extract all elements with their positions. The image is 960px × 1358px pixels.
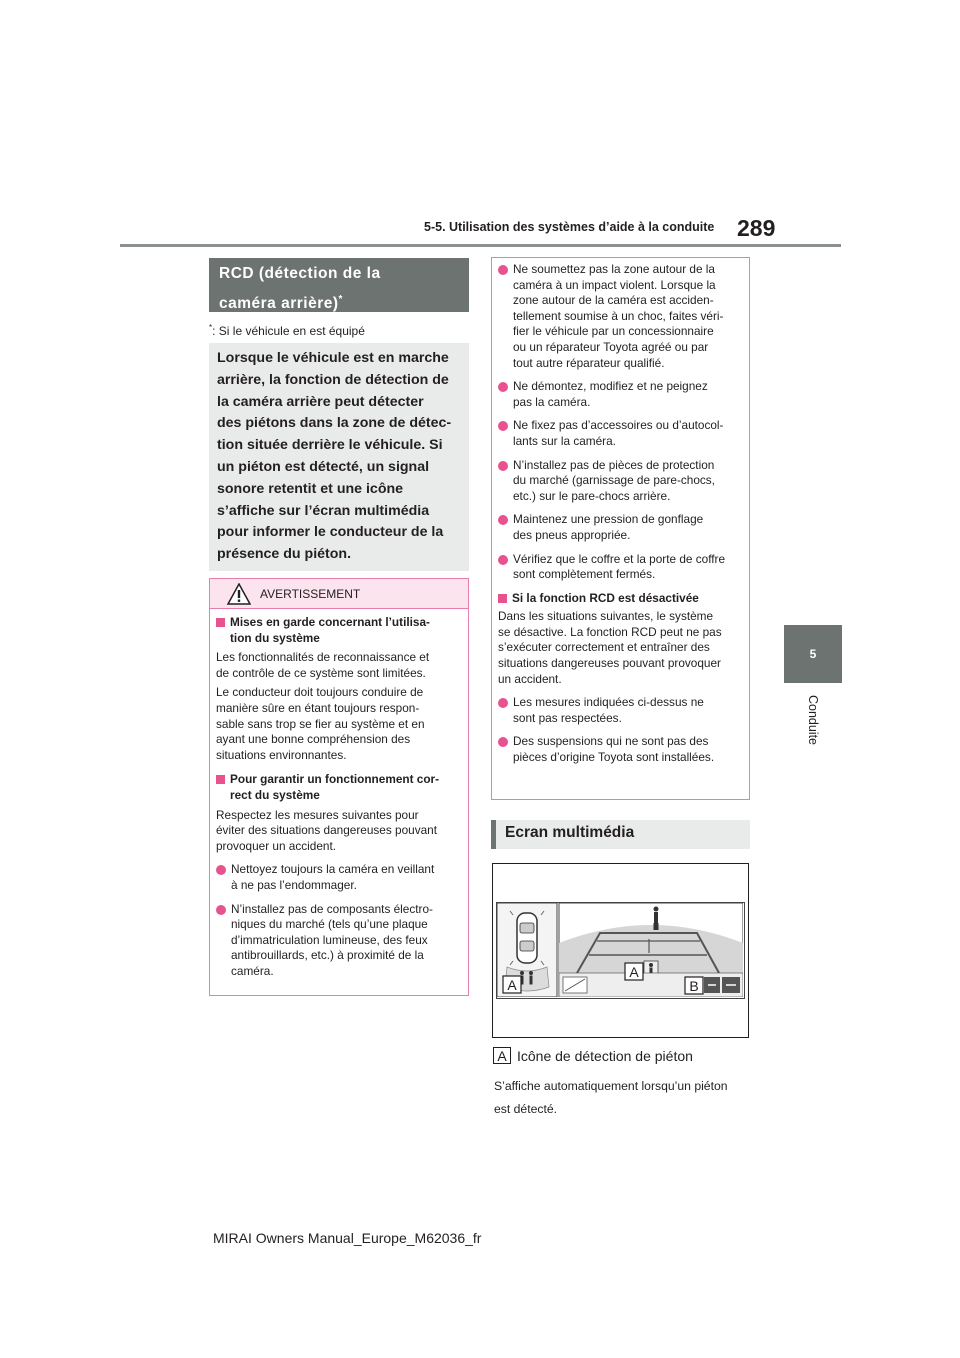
warning-bullet: Maintenez une pression de gonflage des pneus appropriée. bbox=[498, 512, 743, 543]
footer-text: MIRAI Owners Manual_Europe_M62036_fr bbox=[213, 1230, 482, 1246]
page-number: 289 bbox=[737, 215, 776, 241]
square-bullet-icon bbox=[498, 594, 507, 603]
warning-bullet: Des suspensions qui ne sont pas des pièces d’origine Toyota sont installées. bbox=[498, 734, 743, 765]
rcd-title-line2: caméra arrière) bbox=[219, 295, 339, 313]
warning-heading-3: Si la fonction RCD est désactivée bbox=[498, 591, 743, 607]
warning-box-continued bbox=[491, 257, 750, 800]
round-bullet-icon bbox=[498, 698, 508, 708]
pedestrian-icon bbox=[654, 907, 659, 931]
camera-view-drawing bbox=[497, 903, 743, 997]
chapter-label bbox=[768, 680, 858, 760]
warning-triangle-icon bbox=[227, 583, 251, 605]
footnote-mark: * bbox=[209, 323, 213, 332]
section-title: 5-5. Utilisation des systèmes d’aide à la conduite bbox=[424, 220, 715, 234]
callout-a-center: A bbox=[629, 964, 639, 980]
footnote bbox=[209, 323, 365, 338]
warning-bullet: Les mesures indiquées ci-dessus ne sont pas respectées. bbox=[498, 695, 743, 726]
multimedia-screen-illustration bbox=[496, 902, 745, 999]
warning-para-3: Respectez les mesures suivantes pour éviter des situations dangereuses pouvant provoquer un accident. bbox=[216, 807, 438, 853]
round-bullet-icon bbox=[216, 865, 226, 875]
chapter-number: 5 bbox=[809, 647, 817, 661]
warning-body bbox=[210, 609, 468, 984]
warning-label: AVERTISSEMENT bbox=[260, 587, 361, 601]
warning-bullet: N’installez pas de pièces de protection du marché (garnissage de pare-chocs, etc.) sur le pare-chocs arrière. bbox=[498, 458, 743, 505]
warning-heading-1: Mises en garde concernant l’utilisa- tion du système bbox=[216, 615, 462, 646]
view-toggle-icon bbox=[563, 977, 587, 993]
callout-a-left: A bbox=[507, 977, 517, 993]
ecran-section-title: Ecran multimédia bbox=[491, 820, 750, 849]
intro-box bbox=[209, 343, 469, 571]
sensor-icon bbox=[704, 977, 740, 993]
chapter-label-text: Conduite bbox=[806, 694, 820, 746]
warning-bullet: Nettoyez toujours la caméra en veillant à ne pas l’endommager. bbox=[216, 862, 462, 893]
square-bullet-icon bbox=[216, 618, 225, 627]
warning-bullet: Vérifiez que le coffre et la porte de coffre sont complètement fermés. bbox=[498, 552, 743, 583]
caption-letter-box bbox=[493, 1047, 511, 1064]
rcd-title-line1: RCD (détection de la bbox=[219, 265, 381, 282]
round-bullet-icon bbox=[216, 905, 226, 915]
caption-letter: A bbox=[497, 1047, 507, 1064]
footnote-text: : Si le véhicule en est équipé bbox=[212, 324, 365, 338]
warning-header bbox=[210, 579, 468, 609]
warning-bullet: N’installez pas de composants électro- niques du marché (tels qu’une plaque d’immatriculation lumineuse, des feux antibrouillards, etc.) à proximité de la caméra. bbox=[216, 902, 462, 980]
warning-bullet: Ne démontez, modifiez et ne peignez pas la caméra. bbox=[498, 379, 743, 410]
rcd-title-mark: * bbox=[338, 294, 343, 305]
warning-bullet: Ne soumettez pas la zone autour de la caméra à un impact violent. Lorsque la zone autour de la caméra est acciden- tellement soumise à un choc, faites véri- fier le véhicule par un concessionnaire ou un réparateur Toyota agréé ou par tout autre réparateur qualifié. bbox=[498, 262, 743, 371]
round-bullet-icon bbox=[498, 382, 508, 392]
warning-bullet: Ne fixez pas d’accessoires ou d’autocol- lants sur la caméra. bbox=[498, 418, 743, 449]
warning-para-4: Dans les situations suivantes, le système se désactive. La fonction RCD peut ne pas s’exécuter correctement et entraîner des situations dangereuses pouvant provoquer un accident. bbox=[498, 609, 722, 686]
caption-description: S’affiche automatiquement lorsqu’un piéton est détecté. bbox=[494, 1079, 728, 1116]
round-bullet-icon bbox=[498, 515, 508, 525]
header-rule bbox=[120, 244, 841, 247]
round-bullet-icon bbox=[498, 265, 508, 275]
rcd-section-title bbox=[209, 258, 469, 312]
warning-box bbox=[209, 578, 469, 996]
chapter-tab bbox=[784, 625, 842, 683]
round-bullet-icon bbox=[498, 555, 508, 565]
intro-text: Lorsque le véhicule est en marche arrière, la fonction de détection de la caméra arrière peut détecter des piétons dans la zone de détec- tion située derrière le véhicule. Si un piéton est détecté, un signal sonore retentit et une icône s’affiche sur l’écran multimédia pour informer le conducteur de la présence du piéton. bbox=[217, 350, 452, 563]
warning-heading-2: Pour garantir un fonctionnement cor- rect du système bbox=[216, 772, 462, 803]
callout-b: B bbox=[689, 978, 699, 994]
round-bullet-icon bbox=[498, 461, 508, 471]
warning-para-2: Le conducteur doit toujours conduire de manière sûre en étant toujours respon- sable sans trop se fier au système et en ayant une bonne compréhension des situations environnantes. bbox=[216, 685, 425, 762]
round-bullet-icon bbox=[498, 421, 508, 431]
warning-para-1: Les fonctionnalités de reconnaissance et de contrôle de ce système sont limitées. bbox=[216, 650, 430, 680]
caption-text: Icône de détection de piéton bbox=[517, 1048, 693, 1064]
round-bullet-icon bbox=[498, 737, 508, 747]
square-bullet-icon bbox=[216, 775, 225, 784]
